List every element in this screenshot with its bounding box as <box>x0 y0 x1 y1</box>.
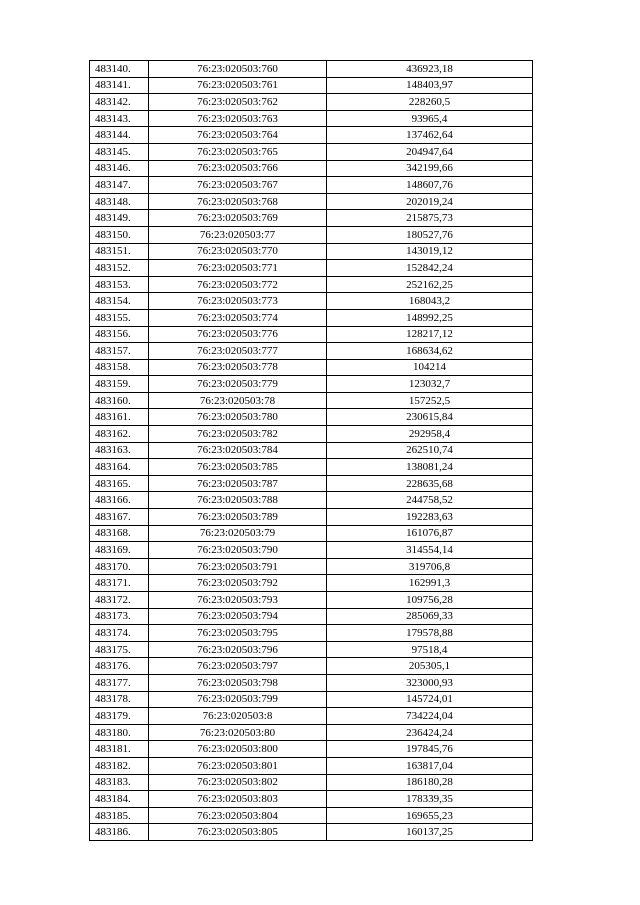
row-number: 483163. <box>90 442 149 459</box>
cadastral-value: 285069,33 <box>327 608 533 625</box>
table-row <box>90 426 533 443</box>
cadastral-number: 76:23:020503:768 <box>149 193 327 210</box>
table-row <box>90 741 533 758</box>
row-number: 483147. <box>90 177 149 194</box>
cadastral-value: 230615,84 <box>327 409 533 426</box>
table-row <box>90 210 533 227</box>
cadastral-value: 180527,76 <box>327 226 533 243</box>
cadastral-number: 76:23:020503:792 <box>149 575 327 592</box>
cadastral-value: 143019,12 <box>327 243 533 260</box>
table-row <box>90 77 533 94</box>
table-row <box>90 542 533 559</box>
cadastral-number: 76:23:020503:798 <box>149 674 327 691</box>
row-number: 483155. <box>90 309 149 326</box>
row-number: 483180. <box>90 724 149 741</box>
cadastral-number: 76:23:020503:763 <box>149 110 327 127</box>
row-number: 483171. <box>90 575 149 592</box>
table-row <box>90 61 533 78</box>
cadastral-number: 76:23:020503:776 <box>149 326 327 343</box>
cadastral-value: 97518,4 <box>327 641 533 658</box>
table-row <box>90 143 533 160</box>
cadastral-number: 76:23:020503:803 <box>149 791 327 808</box>
table-row <box>90 392 533 409</box>
table-row <box>90 193 533 210</box>
cadastral-value: 178339,35 <box>327 791 533 808</box>
row-number: 483185. <box>90 807 149 824</box>
cadastral-number: 76:23:020503:795 <box>149 625 327 642</box>
table-row <box>90 509 533 526</box>
cadastral-value: 314554,14 <box>327 542 533 559</box>
cadastral-number: 76:23:020503:793 <box>149 592 327 609</box>
table-row <box>90 592 533 609</box>
table-row <box>90 376 533 393</box>
row-number: 483183. <box>90 774 149 791</box>
cadastral-number: 76:23:020503:784 <box>149 442 327 459</box>
cadastral-number: 76:23:020503:771 <box>149 260 327 277</box>
cadastral-value: 252162,25 <box>327 276 533 293</box>
table-row <box>90 177 533 194</box>
table-body <box>90 61 533 841</box>
row-number: 483184. <box>90 791 149 808</box>
table-row <box>90 293 533 310</box>
cadastral-number: 76:23:020503:765 <box>149 143 327 160</box>
row-number: 483169. <box>90 542 149 559</box>
row-number: 483186. <box>90 824 149 841</box>
row-number: 483148. <box>90 193 149 210</box>
table-row <box>90 691 533 708</box>
table-row <box>90 492 533 509</box>
cadastral-value: 137462,64 <box>327 127 533 144</box>
cadastral-number: 76:23:020503:778 <box>149 359 327 376</box>
row-number: 483175. <box>90 641 149 658</box>
cadastral-number: 76:23:020503:780 <box>149 409 327 426</box>
row-number: 483174. <box>90 625 149 642</box>
table-row <box>90 724 533 741</box>
cadastral-number: 76:23:020503:774 <box>149 309 327 326</box>
cadastral-number: 76:23:020503:787 <box>149 475 327 492</box>
table-row <box>90 475 533 492</box>
row-number: 483162. <box>90 426 149 443</box>
cadastral-number: 76:23:020503:762 <box>149 94 327 111</box>
cadastral-value: 160137,25 <box>327 824 533 841</box>
cadastral-value: 163817,04 <box>327 757 533 774</box>
row-number: 483158. <box>90 359 149 376</box>
cadastral-value: 205305,1 <box>327 658 533 675</box>
row-number: 483153. <box>90 276 149 293</box>
row-number: 483167. <box>90 509 149 526</box>
cadastral-number: 76:23:020503:804 <box>149 807 327 824</box>
row-number: 483172. <box>90 592 149 609</box>
row-number: 483154. <box>90 293 149 310</box>
cadastral-number: 76:23:020503:802 <box>149 774 327 791</box>
cadastral-number: 76:23:020503:770 <box>149 243 327 260</box>
cadastral-value: 179578,88 <box>327 625 533 642</box>
row-number: 483152. <box>90 260 149 277</box>
cadastral-number: 76:23:020503:782 <box>149 426 327 443</box>
cadastral-number: 76:23:020503:764 <box>149 127 327 144</box>
table-row <box>90 757 533 774</box>
row-number: 483151. <box>90 243 149 260</box>
cadastral-number: 76:23:020503:80 <box>149 724 327 741</box>
cadastral-value: 169655,23 <box>327 807 533 824</box>
cadastral-number: 76:23:020503:796 <box>149 641 327 658</box>
cadastral-number: 76:23:020503:785 <box>149 459 327 476</box>
row-number: 483176. <box>90 658 149 675</box>
table-row <box>90 824 533 841</box>
row-number: 483168. <box>90 525 149 542</box>
cadastral-number: 76:23:020503:777 <box>149 343 327 360</box>
table-row <box>90 658 533 675</box>
table-row <box>90 558 533 575</box>
cadastral-number: 76:23:020503:79 <box>149 525 327 542</box>
cadastral-number: 76:23:020503:797 <box>149 658 327 675</box>
row-number: 483173. <box>90 608 149 625</box>
cadastral-value: 128217,12 <box>327 326 533 343</box>
cadastral-value: 148992,25 <box>327 309 533 326</box>
row-number: 483141. <box>90 77 149 94</box>
table-row <box>90 226 533 243</box>
row-number: 483170. <box>90 558 149 575</box>
cadastral-number: 76:23:020503:799 <box>149 691 327 708</box>
cadastral-value: 104214 <box>327 359 533 376</box>
row-number: 483157. <box>90 343 149 360</box>
cadastral-number: 76:23:020503:788 <box>149 492 327 509</box>
cadastral-value: 138081,24 <box>327 459 533 476</box>
table-row <box>90 459 533 476</box>
cadastral-value: 202019,24 <box>327 193 533 210</box>
table-row <box>90 359 533 376</box>
cadastral-value: 228260,5 <box>327 94 533 111</box>
cadastral-number: 76:23:020503:8 <box>149 708 327 725</box>
row-number: 483164. <box>90 459 149 476</box>
cadastral-number: 76:23:020503:78 <box>149 392 327 409</box>
cadastral-value: 236424,24 <box>327 724 533 741</box>
cadastral-value: 292958,4 <box>327 426 533 443</box>
cadastral-value-table <box>89 60 533 841</box>
table-row <box>90 525 533 542</box>
row-number: 483144. <box>90 127 149 144</box>
cadastral-value: 93965,4 <box>327 110 533 127</box>
table-row <box>90 309 533 326</box>
cadastral-number: 76:23:020503:767 <box>149 177 327 194</box>
row-number: 483143. <box>90 110 149 127</box>
cadastral-number: 76:23:020503:800 <box>149 741 327 758</box>
cadastral-number: 76:23:020503:769 <box>149 210 327 227</box>
table-row <box>90 326 533 343</box>
cadastral-number: 76:23:020503:790 <box>149 542 327 559</box>
cadastral-number: 76:23:020503:77 <box>149 226 327 243</box>
cadastral-number: 76:23:020503:760 <box>149 61 327 78</box>
table-row <box>90 608 533 625</box>
row-number: 483140. <box>90 61 149 78</box>
cadastral-number: 76:23:020503:766 <box>149 160 327 177</box>
cadastral-value: 215875,73 <box>327 210 533 227</box>
table-row <box>90 774 533 791</box>
row-number: 483142. <box>90 94 149 111</box>
table-row <box>90 575 533 592</box>
row-number: 483156. <box>90 326 149 343</box>
cadastral-number: 76:23:020503:761 <box>149 77 327 94</box>
cadastral-value: 204947,64 <box>327 143 533 160</box>
table-row <box>90 94 533 111</box>
cadastral-number: 76:23:020503:794 <box>149 608 327 625</box>
table-row <box>90 409 533 426</box>
table-row <box>90 625 533 642</box>
table-row <box>90 641 533 658</box>
cadastral-value: 244758,52 <box>327 492 533 509</box>
cadastral-number: 76:23:020503:791 <box>149 558 327 575</box>
row-number: 483160. <box>90 392 149 409</box>
cadastral-number: 76:23:020503:779 <box>149 376 327 393</box>
row-number: 483177. <box>90 674 149 691</box>
cadastral-number: 76:23:020503:789 <box>149 509 327 526</box>
table-row <box>90 674 533 691</box>
cadastral-number: 76:23:020503:805 <box>149 824 327 841</box>
cadastral-value: 145724,01 <box>327 691 533 708</box>
cadastral-number: 76:23:020503:801 <box>149 757 327 774</box>
cadastral-value: 319706,8 <box>327 558 533 575</box>
table-row <box>90 260 533 277</box>
cadastral-number: 76:23:020503:773 <box>149 293 327 310</box>
row-number: 483165. <box>90 475 149 492</box>
table-row <box>90 807 533 824</box>
row-number: 483166. <box>90 492 149 509</box>
cadastral-value: 262510,74 <box>327 442 533 459</box>
row-number: 483181. <box>90 741 149 758</box>
cadastral-value: 148403,97 <box>327 77 533 94</box>
row-number: 483150. <box>90 226 149 243</box>
cadastral-value: 168634,62 <box>327 343 533 360</box>
cadastral-number: 76:23:020503:772 <box>149 276 327 293</box>
table-row <box>90 127 533 144</box>
cadastral-value: 162991,3 <box>327 575 533 592</box>
cadastral-value: 123032,7 <box>327 376 533 393</box>
table-row <box>90 343 533 360</box>
cadastral-value: 109756,28 <box>327 592 533 609</box>
cadastral-value: 152842,24 <box>327 260 533 277</box>
row-number: 483149. <box>90 210 149 227</box>
cadastral-value: 436923,18 <box>327 61 533 78</box>
cadastral-value: 342199,66 <box>327 160 533 177</box>
cadastral-value: 186180,28 <box>327 774 533 791</box>
cadastral-value: 161076,87 <box>327 525 533 542</box>
cadastral-value: 148607,76 <box>327 177 533 194</box>
cadastral-value: 157252,5 <box>327 392 533 409</box>
row-number: 483178. <box>90 691 149 708</box>
table-row <box>90 160 533 177</box>
table-row <box>90 791 533 808</box>
table-row <box>90 708 533 725</box>
cadastral-value: 192283,63 <box>327 509 533 526</box>
row-number: 483161. <box>90 409 149 426</box>
cadastral-value: 228635,68 <box>327 475 533 492</box>
cadastral-value: 168043,2 <box>327 293 533 310</box>
cadastral-value: 323000,93 <box>327 674 533 691</box>
table-row <box>90 442 533 459</box>
table-row <box>90 243 533 260</box>
row-number: 483145. <box>90 143 149 160</box>
table-row <box>90 110 533 127</box>
table-row <box>90 276 533 293</box>
row-number: 483146. <box>90 160 149 177</box>
cadastral-value: 197845,76 <box>327 741 533 758</box>
row-number: 483182. <box>90 757 149 774</box>
cadastral-value: 734224,04 <box>327 708 533 725</box>
row-number: 483179. <box>90 708 149 725</box>
row-number: 483159. <box>90 376 149 393</box>
